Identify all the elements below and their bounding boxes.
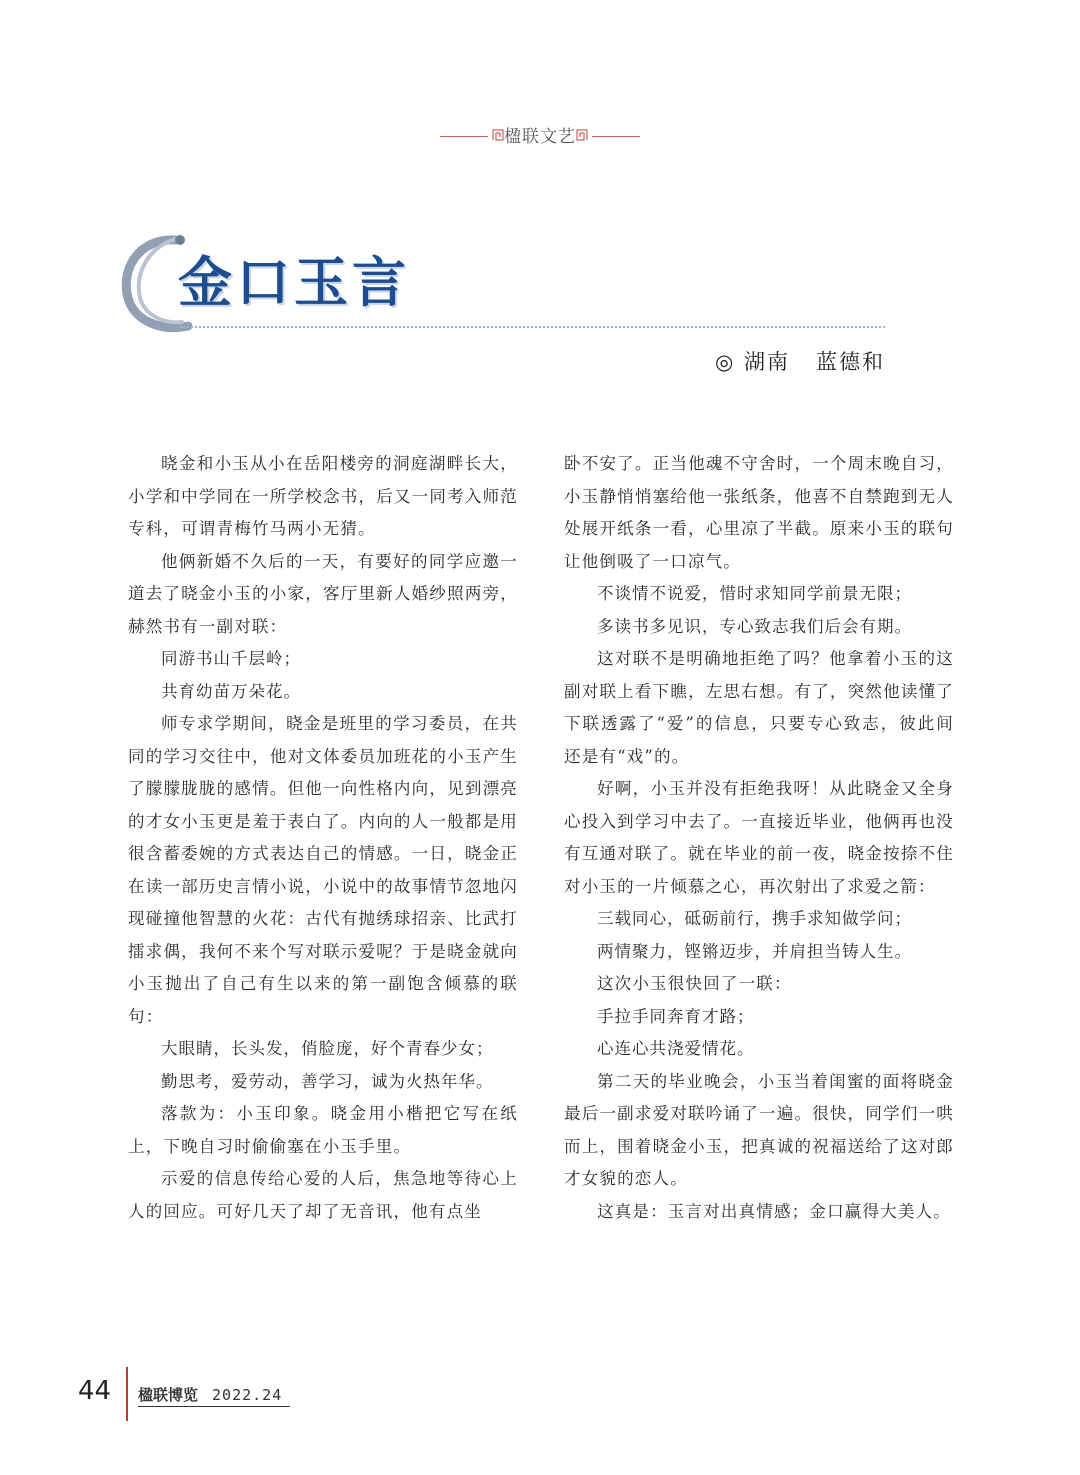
paragraph: 示爱的信息传给心爱的人后，焦急地等待心上人的回应。可好几天了却了无音讯，他有点坐 [128,1169,518,1221]
author-line [715,346,885,376]
couplet-line: 两情聚力，铿锵迈步，并肩担当铸人生。 [597,941,912,961]
paragraph: 师专求学期间，晓金是班里的学习委员，在共同的学习交往中，他对文体委员加班花的小玉产生了朦朦胧胧的感情。但他一向性格内向，见到漂亮的才女小玉更是羞于表白了。内向的人一般都是用很含蓄委婉的方式表达自己的情感。一日，晓金正在读一部历史言情小说，小说中的故事情节忽地闪现碰撞他智慧的火花：古代有抛绣球招亲、比武打擂求偶，我何不来个写对联示爱呢？于是晓金就向小玉抛出了自己有生以来的第一副饱含倾慕的联句： [128,714,518,1026]
author-region: 湖南 [744,350,790,374]
paragraph: 他俩新婚不久后的一天，有要好的同学应邀一道去了晓金小玉的小家，客厅里新人婚纱照两旁，赫然书有一副对联： [128,551,518,636]
couplet-line: 共育幼苗万朵花。 [161,681,301,701]
couplet-line: 不谈情不说爱，惜时求知同学前景无限； [597,584,912,603]
couplet-line: 勤思考，爱劳动，善学习，诚为火热年华。 [161,1071,494,1091]
paragraph: 落款为：小玉印象。晓金用小楷把它写在纸上，下晚自习时偷偷塞在小玉手里。 [128,1104,518,1156]
footer-accent-bar [126,1367,128,1421]
footer-divider [138,1406,290,1407]
ornament-line-left [440,136,488,137]
article-column-left [128,448,518,1228]
ornament-line-right [592,136,640,137]
couplet-line: 大眼睛，长头发，俏脸庞，好个青春少女； [161,1039,494,1058]
section-label: 楹联文艺 [504,127,576,147]
couplet-line: 三载同心，砥砺前行，携手求知做学问； [597,909,912,928]
paragraph: 这次小玉很快回了一联： [597,974,792,993]
magazine-name: 楹联博览 [138,1386,199,1404]
couplet-line: 同游书山千层岭； [161,649,301,668]
page-number: 44 [78,1376,112,1406]
article-title: 金口玉言 [178,251,410,314]
paragraph: 这对联不是明确地拒绝了吗？他拿着小玉的这副对联上看下瞧，左思右想。有了，突然他读懂了下联透露了“爱”的信息，只要专心致志，彼此间还是有“戏”的。 [564,649,954,766]
paragraph-continued: 卧不安了。正当他魂不守舍时，一个周末晚自习，小玉静悄悄塞给他一张纸条，他喜不自禁跑到无人处展开纸条一看，心里凉了半截。原来小玉的联句让他倒吸了一口凉气。 [564,454,954,571]
paragraph: 晓金和小玉从小在岳阳楼旁的洞庭湖畔长大，小学和中学同在一所学校念书，后又一同考入师范专科，可谓青梅竹马两小无猜。 [128,454,518,538]
issue-number: 2022.24 [212,1386,283,1404]
paragraph: 第二天的毕业晚会，小玉当着闺蜜的面将晓金最后一副求爱对联吟诵了一遍。很快，同学们一哄而上，围着晓金小玉，把真诚的祝福送给了这对郎才女貌的恋人。 [564,1071,954,1188]
title-divider [180,326,885,328]
author-mark-icon: ◎ [714,350,736,374]
footer-info [138,1384,282,1405]
couplet-line: 手拉手同奔育才路； [597,1006,755,1026]
couplet-line: 多读书多见识，专心致志我们后会有期。 [597,616,912,636]
paragraph: 好啊，小玉并没有拒绝我呀！从此晓金又全身心投入到学习中去了。一直接近毕业，他俩再也没有互通对联了。就在毕业的前一夜，晓金按捺不住对小玉的一片倾慕之心，再次射出了求爱之箭： [564,779,954,896]
author-name: 蓝德和 [816,350,885,374]
paragraph: 这真是：玉言对出真情感；金口赢得大美人。 [597,1201,951,1221]
article-column-right [564,448,954,1228]
couplet-line: 心连心共浇爱情花。 [597,1039,755,1058]
